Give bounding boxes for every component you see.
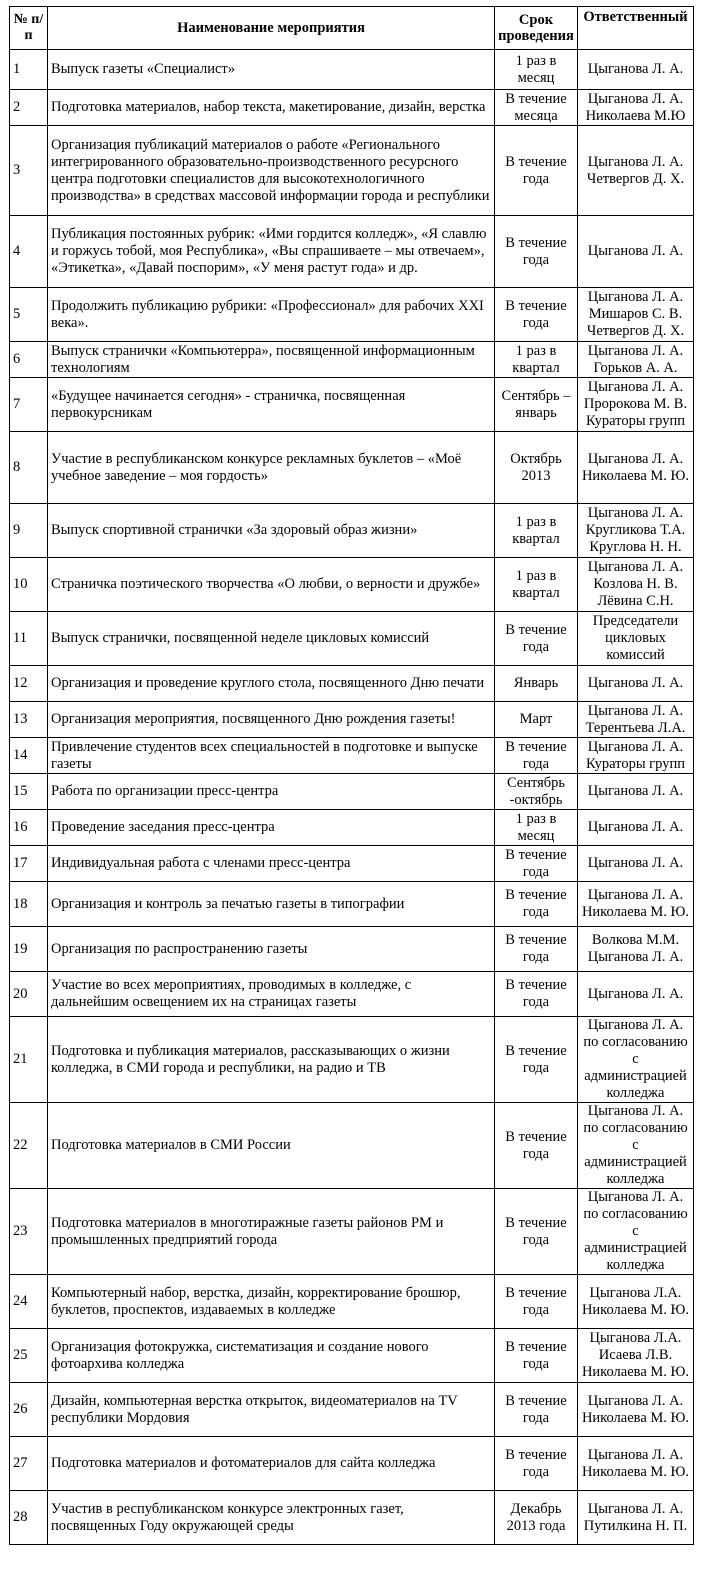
event-term: 1 раз в месяц	[495, 50, 578, 90]
table-row	[10, 1275, 694, 1329]
event-term: 1 раз в квартал	[495, 558, 578, 612]
event-responsible: Цыганова Л. А. Терентьева Л.А.	[578, 702, 694, 738]
table-row	[10, 90, 694, 126]
event-responsible: Цыганова Л. А. Николаева М. Ю.	[578, 882, 694, 927]
event-name: Дизайн, компьютерная верстка открыток, видеоматериалов на TV республики Мордовия	[48, 1383, 495, 1437]
row-number: 6	[10, 342, 48, 378]
event-name: Организация и контроль за печатью газеты в типографии	[48, 882, 495, 927]
event-term: В течение месяца	[495, 90, 578, 126]
event-responsible: Цыганова Л. А. по согласованию с администрацией колледжа	[578, 1189, 694, 1275]
event-name: Участив в республиканском конкурсе электронных газет, посвященных Году окружающей среды	[48, 1491, 495, 1545]
event-responsible: Цыганова Л. А. Путилкина Н. П.	[578, 1491, 694, 1545]
event-term: 1 раз в месяц	[495, 810, 578, 846]
event-term: Декабрь 2013 года	[495, 1491, 578, 1545]
row-number: 20	[10, 972, 48, 1017]
event-term: В течение года	[495, 288, 578, 342]
event-term: В течение года	[495, 882, 578, 927]
event-name: Выпуск странички «Компьютерра», посвященной информационным технологиям	[48, 342, 495, 378]
table-row	[10, 216, 694, 288]
row-number: 27	[10, 1437, 48, 1491]
table-row	[10, 378, 694, 432]
table-row	[10, 558, 694, 612]
event-name: Выпуск странички, посвященной неделе цикловых комиссий	[48, 612, 495, 666]
row-number: 19	[10, 927, 48, 972]
header-event-name: Наименование мероприятия	[48, 7, 495, 50]
event-responsible: Цыганова Л. А.	[578, 666, 694, 702]
event-name: Подготовка материалов в многотиражные газеты районов РМ и промышленных предприятий города	[48, 1189, 495, 1275]
event-name: Подготовка материалов и фотоматериалов для сайта колледжа	[48, 1437, 495, 1491]
event-term: Сентябрь – январь	[495, 378, 578, 432]
table-row	[10, 666, 694, 702]
row-number: 14	[10, 738, 48, 774]
event-name: Публикация постоянных рубрик: «Ими гордится колледж», «Я славлю и горжусь тобой, моя Республика», «Вы спрашиваете – мы отвечаем», «Этикетка», «Давай поспорим», «У меня растут года» и др.	[48, 216, 495, 288]
table-row	[10, 126, 694, 216]
row-number: 10	[10, 558, 48, 612]
event-name: Организация мероприятия, посвященного Дню рождения газеты!	[48, 702, 495, 738]
table-row	[10, 50, 694, 90]
row-number: 2	[10, 90, 48, 126]
row-number: 26	[10, 1383, 48, 1437]
event-term: В течение года	[495, 1329, 578, 1383]
event-name: Продолжить публикацию рубрики: «Профессионал» для рабочих XXI века».	[48, 288, 495, 342]
event-name: Работа по организации пресс-центра	[48, 774, 495, 810]
event-name: Участие во всех мероприятиях, проводимых в колледже, с дальнейшим освещением их на страницах газеты	[48, 972, 495, 1017]
event-term: 1 раз в квартал	[495, 504, 578, 558]
table-row	[10, 1189, 694, 1275]
event-name: Организация публикаций материалов о работе «Регионального интегрированного образовательно-производственного ресурсного центра подготовки специалистов для высокотехнологичного производства» в средствах массовой информации города и республики	[48, 126, 495, 216]
row-number: 25	[10, 1329, 48, 1383]
event-responsible: Цыганова Л. А. по согласованию с администрацией колледжа	[578, 1103, 694, 1189]
event-term: Октябрь 2013	[495, 432, 578, 504]
row-number: 15	[10, 774, 48, 810]
event-term: В течение года	[495, 738, 578, 774]
event-responsible: Цыганова Л. А. Николаева М. Ю.	[578, 1383, 694, 1437]
event-responsible: Цыганова Л. А. Николаева М. Ю.	[578, 432, 694, 504]
row-number: 13	[10, 702, 48, 738]
table-row	[10, 702, 694, 738]
event-responsible: Цыганова Л. А. Кураторы групп	[578, 738, 694, 774]
event-name: Участие в республиканском конкурсе рекламных буклетов – «Моё учебное заведение – моя гордость»	[48, 432, 495, 504]
table-header-row	[10, 7, 694, 50]
event-term: В течение года	[495, 1103, 578, 1189]
event-name: Привлечение студентов всех специальностей в подготовке и выпуске газеты	[48, 738, 495, 774]
table-row	[10, 1017, 694, 1103]
event-term: В течение года	[495, 1017, 578, 1103]
event-name: Индивидуальная работа с членами пресс-центра	[48, 846, 495, 882]
event-name: Выпуск спортивной странички «За здоровый образ жизни»	[48, 504, 495, 558]
event-responsible: Цыганова Л. А.	[578, 972, 694, 1017]
event-term: В течение года	[495, 972, 578, 1017]
event-term: В течение года	[495, 927, 578, 972]
event-responsible: Волкова М.М. Цыганова Л. А.	[578, 927, 694, 972]
event-name: Проведение заседания пресс-центра	[48, 810, 495, 846]
event-term: 1 раз в квартал	[495, 342, 578, 378]
table-row	[10, 972, 694, 1017]
table-row	[10, 1437, 694, 1491]
row-number: 16	[10, 810, 48, 846]
event-name: Компьютерный набор, верстка, дизайн, корректирование брошюр, буклетов, проспектов, издаваемых в колледже	[48, 1275, 495, 1329]
event-responsible: Цыганова Л. А.	[578, 810, 694, 846]
event-responsible: Цыганова Л.А. Исаева Л.В. Николаева М. Ю.	[578, 1329, 694, 1383]
event-responsible: Цыганова Л. А. Николаева М.Ю	[578, 90, 694, 126]
header-responsible: Ответственный	[578, 7, 694, 50]
event-name: Подготовка материалов в СМИ России	[48, 1103, 495, 1189]
row-number: 12	[10, 666, 48, 702]
table-row	[10, 1491, 694, 1545]
event-term: В течение года	[495, 846, 578, 882]
row-number: 24	[10, 1275, 48, 1329]
event-responsible: Цыганова Л. А.	[578, 216, 694, 288]
event-responsible: Цыганова Л. А. Пророкова М. В. Кураторы групп	[578, 378, 694, 432]
event-term: В течение года	[495, 1437, 578, 1491]
row-number: 28	[10, 1491, 48, 1545]
event-term: В течение года	[495, 1275, 578, 1329]
row-number: 8	[10, 432, 48, 504]
event-term: В течение года	[495, 216, 578, 288]
table-row	[10, 1329, 694, 1383]
event-responsible: Цыганова Л. А. Козлова Н. В. Лёвина С.Н.	[578, 558, 694, 612]
table-row	[10, 774, 694, 810]
event-term: Январь	[495, 666, 578, 702]
event-term: В течение года	[495, 612, 578, 666]
row-number: 22	[10, 1103, 48, 1189]
event-responsible: Цыганова Л. А. Мишаров С. В. Четвергов Д. Х.	[578, 288, 694, 342]
table-row	[10, 504, 694, 558]
event-name: Организация по распространению газеты	[48, 927, 495, 972]
header-number: № п/п	[10, 7, 48, 50]
event-term: Март	[495, 702, 578, 738]
table-row	[10, 342, 694, 378]
event-term: В течение года	[495, 1189, 578, 1275]
event-responsible: Цыганова Л. А.	[578, 774, 694, 810]
row-number: 1	[10, 50, 48, 90]
row-number: 5	[10, 288, 48, 342]
row-number: 3	[10, 126, 48, 216]
table-row	[10, 810, 694, 846]
event-term: В течение года	[495, 1383, 578, 1437]
event-responsible: Цыганова Л. А. Горьков А. А.	[578, 342, 694, 378]
event-term: Сентябрь -октябрь	[495, 774, 578, 810]
row-number: 17	[10, 846, 48, 882]
row-number: 7	[10, 378, 48, 432]
event-responsible: Цыганова Л. А. по согласованию с администрацией колледжа	[578, 1017, 694, 1103]
event-term: В течение года	[495, 126, 578, 216]
event-name: Организация и проведение круглого стола, посвященного Дню печати	[48, 666, 495, 702]
row-number: 11	[10, 612, 48, 666]
table-row	[10, 432, 694, 504]
table-row	[10, 288, 694, 342]
event-name: Организация фотокружка, систематизация и создание нового фотоархива колледжа	[48, 1329, 495, 1383]
event-responsible: Цыганова Л. А.	[578, 50, 694, 90]
table-row	[10, 612, 694, 666]
event-name: «Будущее начинается сегодня» - страничка, посвященная первокурсникам	[48, 378, 495, 432]
table-row	[10, 1383, 694, 1437]
event-responsible: Цыганова Л. А.	[578, 846, 694, 882]
event-responsible: Цыганова Л.А. Николаева М. Ю.	[578, 1275, 694, 1329]
table-row	[10, 882, 694, 927]
row-number: 9	[10, 504, 48, 558]
row-number: 4	[10, 216, 48, 288]
event-name: Подготовка материалов, набор текста, макетирование, дизайн, верстка	[48, 90, 495, 126]
table-row	[10, 1103, 694, 1189]
table-row	[10, 846, 694, 882]
event-responsible: Цыганова Л. А. Кругликова Т.А. Круглова Н. Н.	[578, 504, 694, 558]
event-name: Страничка поэтического творчества «О любви, о верности и дружбе»	[48, 558, 495, 612]
header-term: Срок проведения	[495, 7, 578, 50]
row-number: 21	[10, 1017, 48, 1103]
event-name: Выпуск газеты «Специалист»	[48, 50, 495, 90]
table-row	[10, 738, 694, 774]
row-number: 18	[10, 882, 48, 927]
event-responsible: Цыганова Л. А. Четвергов Д. Х.	[578, 126, 694, 216]
events-plan-table	[9, 6, 694, 1545]
table-row	[10, 927, 694, 972]
event-name: Подготовка и публикация материалов, рассказывающих о жизни колледжа, в СМИ города и республики, на радио и ТВ	[48, 1017, 495, 1103]
event-responsible: Председатели цикловых комиссий	[578, 612, 694, 666]
event-responsible: Цыганова Л. А. Николаева М. Ю.	[578, 1437, 694, 1491]
row-number: 23	[10, 1189, 48, 1275]
